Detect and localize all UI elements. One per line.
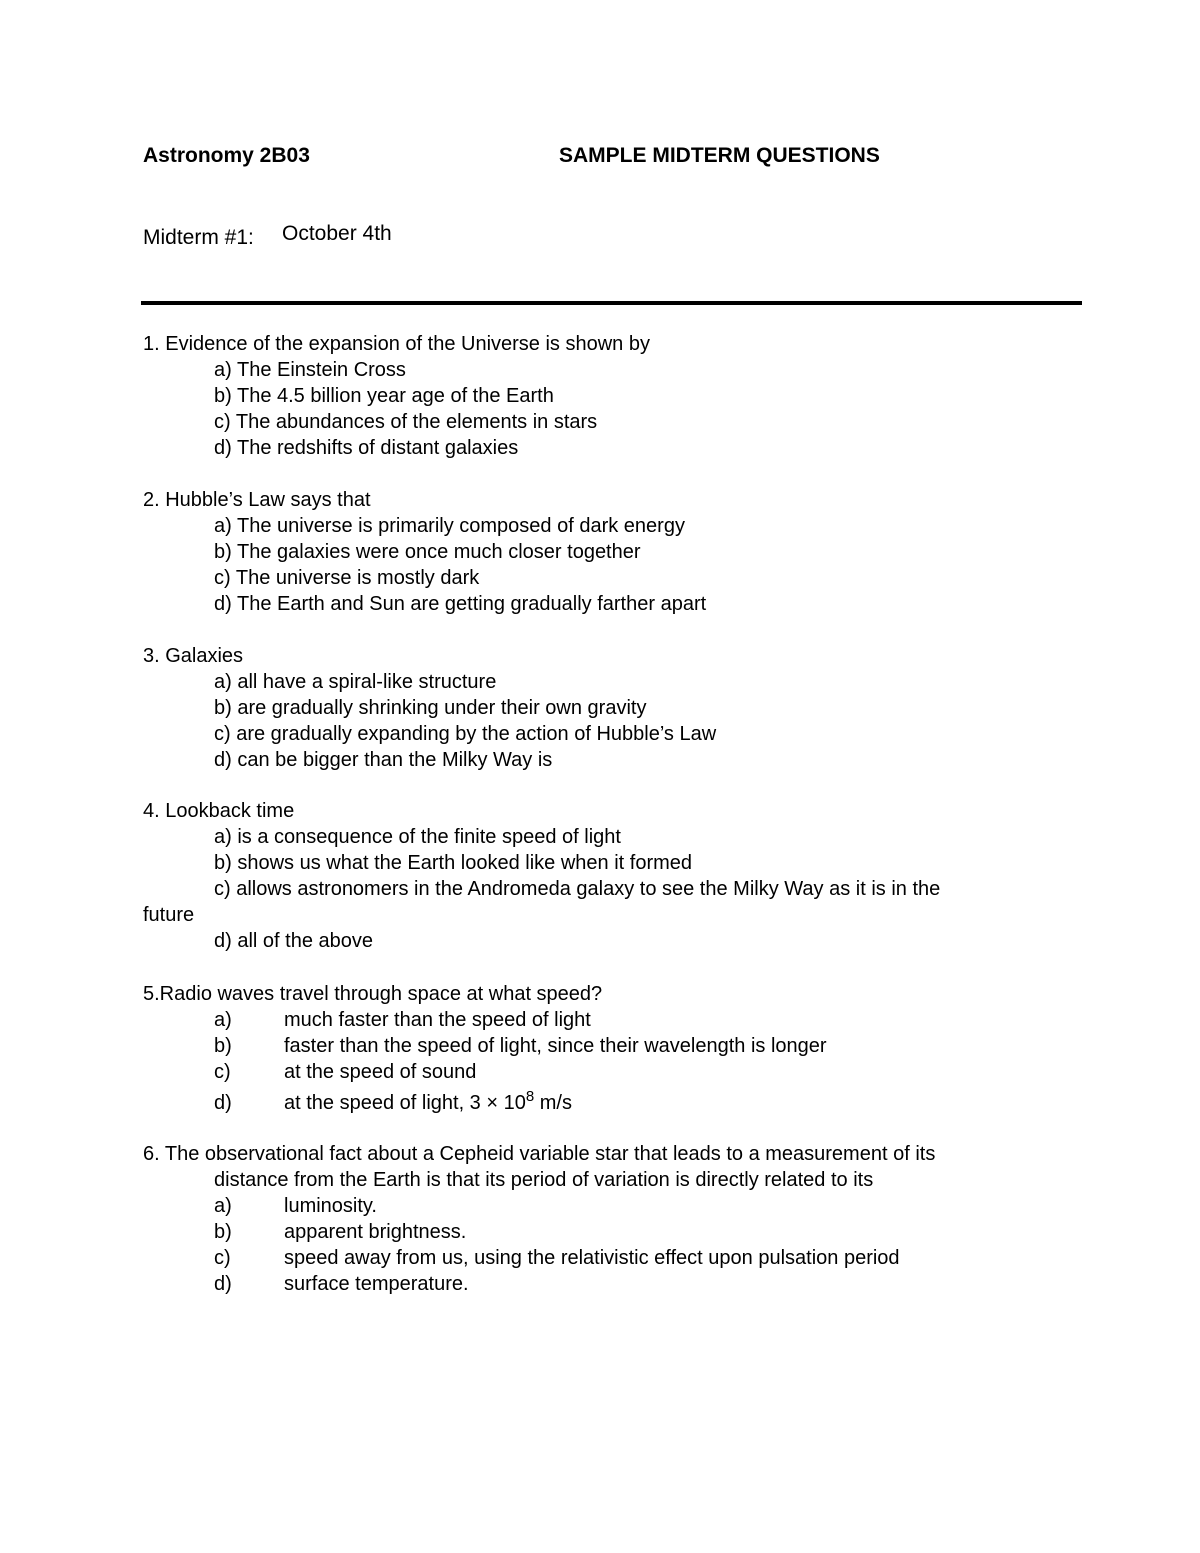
question-6-option-a-text: luminosity. xyxy=(284,1195,377,1217)
question-5-option-a-text: much faster than the speed of light xyxy=(284,1009,591,1031)
question-6-option-a-label: a) xyxy=(214,1195,232,1217)
question-6-option-d-label: d) xyxy=(214,1273,232,1295)
question-3-option-c: c) are gradually expanding by the action of Hubble’s Law xyxy=(214,723,717,745)
question-4-option-d: d) all of the above xyxy=(214,930,373,952)
question-3-option-b: b) are gradually shrinking under their own gravity xyxy=(214,697,647,719)
question-1-option-c: c) The abundances of the elements in stars xyxy=(214,411,598,433)
speed-unit: m/s xyxy=(534,1092,572,1114)
question-1-option-b: b) The 4.5 billion year age of the Earth xyxy=(214,385,554,407)
document-title: SAMPLE MIDTERM QUESTIONS xyxy=(559,144,880,167)
question-5-option-c-text: at the speed of sound xyxy=(284,1061,477,1083)
question-6-option-b-text: apparent brightness. xyxy=(284,1221,467,1243)
question-4-option-c: c) allows astronomers in the Andromeda galaxy to see the Milky Way as it is in the xyxy=(214,878,941,900)
question-6-option-b-label: b) xyxy=(214,1221,232,1243)
question-3-stem: 3. Galaxies xyxy=(143,645,244,667)
question-5-option-c-label: c) xyxy=(214,1061,231,1083)
horizontal-divider xyxy=(141,301,1082,305)
question-6-stem: 6. The observational fact about a Cepheid variable star that leads to a measurement of its xyxy=(143,1143,936,1165)
midterm-label: Midterm #1: xyxy=(143,226,254,249)
question-2-option-c: c) The universe is mostly dark xyxy=(214,567,480,589)
question-2-option-a: a) The universe is primarily composed of dark energy xyxy=(214,515,685,537)
midterm-date: October 4th xyxy=(282,222,392,245)
question-5-option-b-label: b) xyxy=(214,1035,232,1057)
question-2-stem: 2. Hubble’s Law says that xyxy=(143,489,371,511)
question-3-option-d: d) can be bigger than the Milky Way is xyxy=(214,749,553,771)
exponent: 8 xyxy=(525,1088,535,1105)
question-3-option-a: a) all have a spiral-like structure xyxy=(214,671,497,693)
question-6-option-d-text: surface temperature. xyxy=(284,1273,469,1295)
question-5-option-d-label: d) xyxy=(214,1092,232,1114)
question-5-option-a-label: a) xyxy=(214,1009,232,1031)
question-4-option-c-continuation: future xyxy=(143,904,195,926)
question-5-option-b-text: faster than the speed of light, since their wavelength is longer xyxy=(284,1035,827,1057)
speed-of-light-base: at the speed of light, 3 × 10 xyxy=(284,1092,526,1114)
question-5-stem: 5.Radio waves travel through space at what speed? xyxy=(143,983,603,1005)
question-1-option-a: a) The Einstein Cross xyxy=(214,359,406,381)
course-title: Astronomy 2B03 xyxy=(143,144,310,167)
question-1-option-d: d) The redshifts of distant galaxies xyxy=(214,437,519,459)
question-6-option-c-text: speed away from us, using the relativistic effect upon pulsation period xyxy=(284,1247,900,1269)
question-2-option-b: b) The galaxies were once much closer together xyxy=(214,541,641,563)
question-5-option-d-text xyxy=(284,1090,572,1116)
question-4-stem: 4. Lookback time xyxy=(143,800,295,822)
question-6-option-c-label: c) xyxy=(214,1247,231,1269)
question-4-option-b: b) shows us what the Earth looked like when it formed xyxy=(214,852,693,874)
question-6-stem-continuation: distance from the Earth is that its period of variation is directly related to its xyxy=(214,1169,874,1191)
question-2-option-d: d) The Earth and Sun are getting gradually farther apart xyxy=(214,593,707,615)
question-1-stem: 1. Evidence of the expansion of the Universe is shown by xyxy=(143,333,650,355)
question-4-option-a: a) is a consequence of the finite speed of light xyxy=(214,826,621,848)
